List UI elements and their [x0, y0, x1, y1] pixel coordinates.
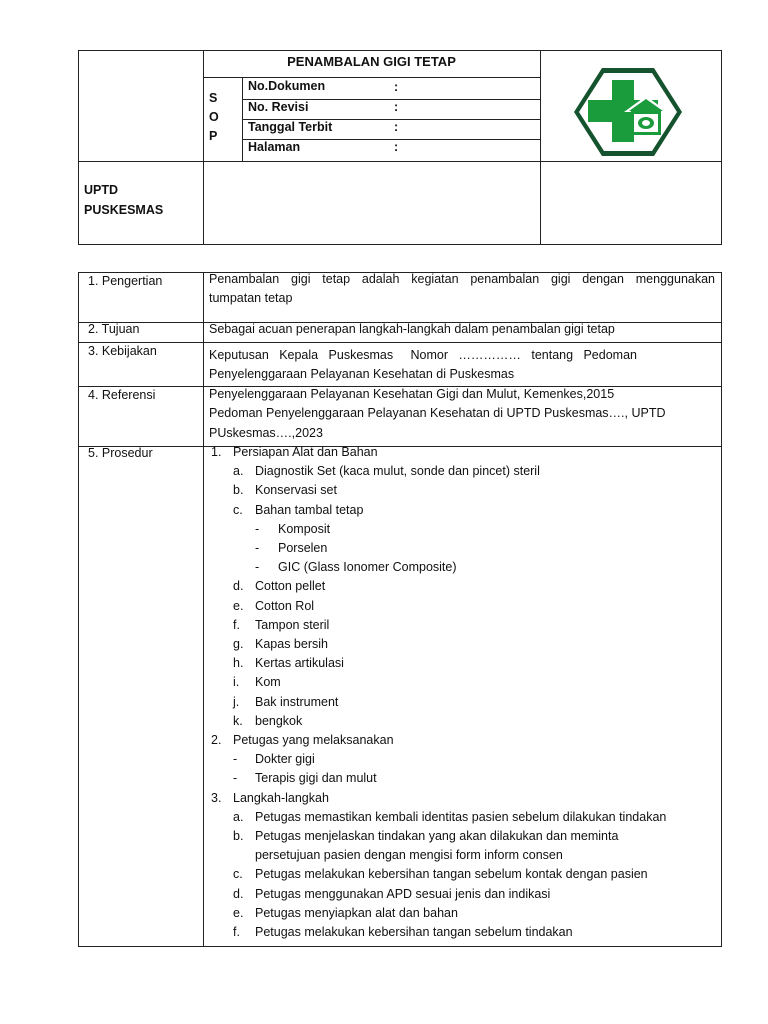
pengertian-text: tumpatan tetap — [209, 291, 293, 305]
list-item: Kom — [255, 675, 281, 690]
header-divider — [203, 50, 204, 245]
section-label-kebijakan: 3. Kebijakan — [88, 344, 157, 358]
list-marker: f. — [233, 617, 240, 632]
section-label-prosedur: 5. Prosedur — [88, 446, 153, 460]
list-marker: a. — [233, 809, 244, 824]
list-marker: a. — [233, 464, 244, 479]
list-item: Petugas melakukan kebersihan tangan sebelum tindakan — [255, 925, 573, 939]
tujuan-text: Sebagai acuan penerapan langkah-langkah dalam penambalan gigi tetap — [209, 322, 615, 336]
referensi-text: PUskesmas….,2023 — [209, 426, 323, 440]
list-item: Terapis gigi dan mulut — [255, 771, 377, 786]
list-item: Dokter gigi — [255, 752, 315, 767]
header-divider — [78, 161, 722, 162]
list-marker: k. — [233, 713, 243, 728]
header-divider — [540, 50, 541, 245]
document-title: PENAMBALAN GIGI TETAP — [287, 54, 456, 69]
list-item: Petugas menyiapkan alat dan bahan — [255, 905, 458, 920]
sop-letter: S — [209, 91, 218, 105]
list-marker: 1. — [211, 445, 222, 459]
referensi-text: Penyelenggaraan Pelayanan Kesehatan Gigi dan Mulut, Kemenkes,2015 — [209, 387, 615, 401]
list-marker: d. — [233, 886, 244, 901]
list-marker: i. — [233, 675, 240, 690]
kebijakan-text: Penyelenggaraan Pelayanan Kesehatan di Puskesmas — [209, 367, 515, 381]
list-item: Petugas melakukan kebersihan tangan sebelum kontak dengan pasien — [255, 867, 648, 882]
list-marker: - — [233, 752, 238, 767]
list-marker: - — [255, 541, 260, 555]
list-marker: f. — [233, 925, 240, 939]
list-marker: b. — [233, 829, 244, 843]
puskesmas-logo — [572, 66, 684, 158]
section-label-pengertian: 1. Pengertian — [88, 274, 163, 288]
section-label-tujuan: 2. Tujuan — [88, 322, 140, 336]
list-item: Kapas bersih — [255, 637, 328, 651]
meta-colon: : — [394, 80, 399, 94]
list-marker: - — [255, 521, 260, 536]
list-marker: 2. — [211, 733, 222, 747]
list-item: Komposit — [278, 521, 331, 536]
list-item: Bak instrument — [255, 694, 339, 709]
list-item: Tampon steril — [255, 617, 330, 632]
sop-letter: P — [209, 129, 218, 143]
pengertian-text: Penambalan gigi tetap adalah kegiatan penambalan gigi dengan menggunakan — [209, 272, 715, 286]
list-item: Persiapan Alat dan Bahan — [233, 445, 378, 459]
list-marker: h. — [233, 656, 244, 671]
puskesmas-logo-icon — [572, 66, 684, 158]
list-item: Petugas yang melaksanakan — [233, 733, 394, 747]
list-marker: e. — [233, 905, 244, 920]
list-item: bengkok — [255, 713, 303, 728]
org-name-line2: PUSKESMAS — [84, 203, 164, 217]
list-item: Petugas menjelaskan tindakan yang akan dilakukan dan meminta — [255, 829, 619, 843]
sop-letter: O — [209, 110, 219, 124]
meta-label-tanggal-terbit: Tanggal Terbit — [248, 120, 333, 134]
list-item: Petugas menggunakan APD sesuai jenis dan indikasi — [255, 886, 551, 901]
list-item: Diagnostik Set (kaca mulut, sonde dan pincet) steril — [255, 464, 540, 479]
list-marker: c. — [233, 502, 243, 517]
list-item: Petugas memastikan kembali identitas pasien sebelum dilakukan tindakan — [255, 809, 667, 824]
list-item: GIC (Glass Ionomer Composite) — [278, 560, 457, 575]
list-marker: e. — [233, 598, 244, 613]
list-marker: 3. — [211, 790, 222, 805]
prosedur-list — [203, 443, 722, 947]
list-item: persetujuan pasien dengan mengisi form inform consen — [255, 848, 563, 863]
meta-label-no-dokumen: No.Dokumen — [248, 79, 326, 93]
header-divider — [203, 77, 540, 78]
list-marker: - — [233, 771, 238, 786]
referensi-text: Pedoman Penyelenggaraan Pelayanan Kesehatan di UPTD Puskesmas…., UPTD — [209, 406, 666, 420]
meta-colon: : — [394, 140, 399, 154]
list-item: Cotton Rol — [255, 598, 315, 613]
list-marker: c. — [233, 867, 243, 882]
list-marker: b. — [233, 483, 244, 498]
list-marker: - — [255, 560, 260, 575]
list-item: Bahan tambal tetap — [255, 502, 364, 517]
list-marker: d. — [233, 579, 244, 594]
list-item: Cotton pellet — [255, 579, 326, 594]
list-item: Porselen — [278, 541, 328, 555]
list-marker: j. — [233, 694, 240, 709]
list-item: Konservasi set — [255, 483, 337, 498]
kebijakan-text: Keputusan Kepala Puskesmas Nomor …………… tentang Pedoman — [209, 348, 637, 362]
org-name-line1: UPTD — [84, 183, 119, 197]
list-marker: g. — [233, 637, 244, 651]
section-label-referensi: 4. Referensi — [88, 388, 156, 402]
meta-label-halaman: Halaman — [248, 140, 301, 154]
meta-label-no-revisi: No. Revisi — [248, 100, 309, 114]
meta-colon: : — [394, 100, 399, 114]
content-divider — [78, 342, 722, 343]
list-item: Langkah-langkah — [233, 790, 329, 805]
list-item: Kertas artikulasi — [255, 656, 344, 671]
meta-colon: : — [394, 120, 399, 134]
